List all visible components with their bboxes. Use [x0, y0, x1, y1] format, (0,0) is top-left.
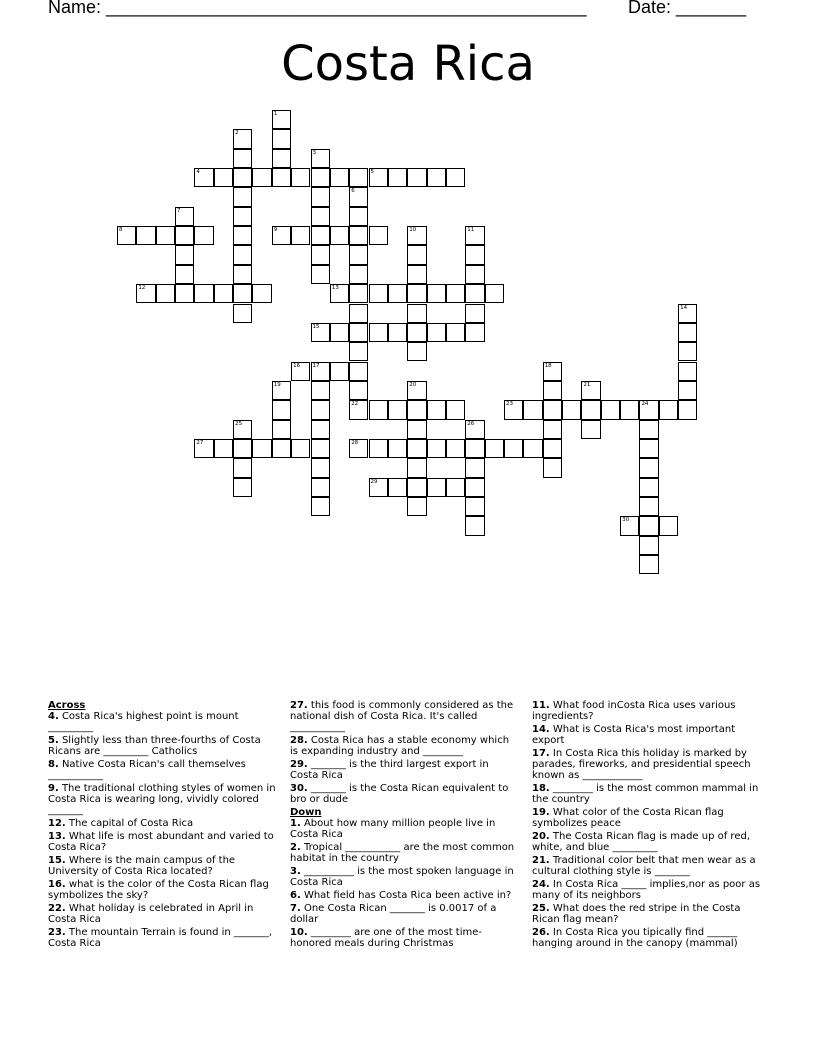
- crossword-cell[interactable]: [465, 458, 484, 477]
- crossword-cell[interactable]: [194, 284, 213, 303]
- clue-number: 15: [312, 323, 320, 330]
- clue-number-label: 24.: [532, 879, 550, 890]
- crossword-cell[interactable]: [311, 265, 330, 284]
- clue-number: 11: [467, 227, 475, 234]
- crossword-cell[interactable]: [175, 245, 194, 264]
- crossword-cell[interactable]: [639, 497, 658, 516]
- crossword-cell[interactable]: [349, 265, 368, 284]
- crossword-cell[interactable]: [678, 323, 697, 342]
- crossword-cell[interactable]: [252, 439, 271, 458]
- crossword-cell[interactable]: [175, 207, 194, 226]
- crossword-cell[interactable]: [330, 284, 349, 303]
- crossword-cell[interactable]: [620, 400, 639, 419]
- crossword-cell[interactable]: [311, 168, 330, 187]
- crossword-cell[interactable]: [659, 400, 678, 419]
- crossword-cell[interactable]: [581, 400, 600, 419]
- clue-number: 21: [583, 381, 591, 388]
- clue-text: __________ is the most spoken language in Costa Rica: [290, 866, 514, 888]
- clue-item: [290, 890, 520, 901]
- clue-item: [48, 735, 280, 757]
- clue-number-label: 19.: [532, 807, 550, 818]
- crossword-cell[interactable]: [639, 536, 658, 555]
- crossword-cell[interactable]: [485, 439, 504, 458]
- crossword-cell[interactable]: [446, 478, 465, 497]
- clue-number: 30: [622, 517, 630, 524]
- crossword-cell[interactable]: [639, 478, 658, 497]
- crossword-cell[interactable]: [175, 284, 194, 303]
- crossword-cell[interactable]: [194, 226, 213, 245]
- crossword-cell[interactable]: [311, 207, 330, 226]
- crossword-cell[interactable]: [407, 265, 426, 284]
- clue-number: 26: [467, 420, 475, 427]
- clue-item: [532, 879, 764, 901]
- clue-number-label: 18.: [532, 783, 550, 794]
- clue-item: [532, 724, 764, 746]
- crossword-cell[interactable]: [349, 226, 368, 245]
- clue-number: 5: [370, 169, 375, 176]
- crossword-cell[interactable]: [369, 226, 388, 245]
- clue-number: 19: [273, 381, 281, 388]
- crossword-cell[interactable]: [465, 497, 484, 516]
- clue-item: [48, 927, 280, 949]
- crossword-cell[interactable]: [465, 284, 484, 303]
- clue-item: [532, 855, 764, 877]
- crossword-cell[interactable]: [311, 439, 330, 458]
- crossword-cell[interactable]: [330, 226, 349, 245]
- clue-number: 23: [506, 401, 513, 408]
- crossword-cell[interactable]: [175, 226, 194, 245]
- crossword-cell[interactable]: [465, 304, 484, 323]
- crossword-cell[interactable]: [407, 342, 426, 361]
- crossword-cell[interactable]: [427, 400, 446, 419]
- crossword-cell[interactable]: [407, 478, 426, 497]
- clue-text: In Costa Rica _____ implies,nor as poor as many of its neighbors: [532, 879, 761, 901]
- clue-number-label: 1.: [290, 818, 301, 829]
- clue-text: ________ are one of the most time-honored meals during Christmas: [290, 927, 482, 949]
- crossword-cell[interactable]: [407, 458, 426, 477]
- crossword-cell[interactable]: [407, 497, 426, 516]
- crossword-cell[interactable]: [233, 207, 252, 226]
- crossword-cell[interactable]: [272, 168, 291, 187]
- clue-number-label: 14.: [532, 724, 550, 735]
- crossword-cell[interactable]: [291, 439, 310, 458]
- clue-item: [532, 903, 764, 925]
- clue-text: Costa Rica's highest point is mount _________: [48, 711, 239, 733]
- crossword-cell[interactable]: [639, 555, 658, 574]
- crossword-cell[interactable]: [272, 381, 291, 400]
- clue-number: 29: [370, 478, 378, 485]
- clue-text: What color of the Costa Rican flag symbolizes peace: [532, 807, 724, 829]
- crossword-cell[interactable]: [252, 168, 271, 187]
- crossword-cell[interactable]: [639, 516, 658, 535]
- clue-item: [290, 866, 520, 888]
- clue-item: [48, 818, 280, 829]
- clue-text: What does the red stripe in the Costa Rican flag mean?: [532, 903, 741, 925]
- clue-number: 14: [680, 304, 688, 311]
- clue-number: 1: [273, 111, 278, 117]
- crossword-cell[interactable]: [291, 226, 310, 245]
- crossword-cell[interactable]: [639, 458, 658, 477]
- crossword-cell[interactable]: [369, 284, 388, 303]
- down-heading: Down: [290, 807, 322, 818]
- clue-number: 12: [138, 285, 146, 292]
- clue-number-label: 7.: [290, 903, 301, 914]
- clue-text: In Costa Rica you tipically find ______ hanging around in the canopy (mammal): [532, 927, 738, 949]
- clue-number: 6: [351, 188, 355, 195]
- clue-number: 3: [312, 149, 316, 156]
- crossword-cell[interactable]: [465, 420, 484, 439]
- clue-item: [532, 700, 764, 722]
- clue-text: Slightly less than three-fourths of Costa Ricans are _________ Catholics: [48, 735, 261, 757]
- clue-text: Traditional color belt that men wear as a cultural clothing style is _______: [532, 855, 756, 877]
- crossword-cell[interactable]: [272, 439, 291, 458]
- crossword-cell[interactable]: [427, 284, 446, 303]
- crossword-cell[interactable]: [369, 478, 388, 497]
- clue-item: [290, 842, 520, 864]
- crossword-cell[interactable]: [272, 226, 291, 245]
- clue-number-label: 13.: [48, 831, 66, 842]
- clue-text: What life is most abundant and varied to Costa Rica?: [48, 831, 274, 853]
- crossword-cell[interactable]: [272, 420, 291, 439]
- clue-number-label: 15.: [48, 855, 66, 866]
- clues-column-1: [48, 700, 280, 951]
- clue-number: 16: [293, 362, 301, 369]
- clue-item: [48, 879, 280, 901]
- crossword-cell[interactable]: [446, 400, 465, 419]
- crossword-cell[interactable]: [349, 323, 368, 342]
- crossword-cell[interactable]: [465, 478, 484, 497]
- clue-item: [48, 855, 280, 877]
- crossword-cell[interactable]: [465, 439, 484, 458]
- crossword-cell[interactable]: [272, 110, 291, 129]
- clue-item: [532, 807, 764, 829]
- crossword-cell[interactable]: [214, 284, 233, 303]
- clue-number: 2: [235, 130, 239, 137]
- clue-item: [290, 927, 520, 949]
- crossword-cell[interactable]: [659, 516, 678, 535]
- clue-item: [290, 759, 520, 781]
- clue-number: 18: [544, 362, 552, 369]
- crossword-cell[interactable]: [233, 265, 252, 284]
- crossword-cell[interactable]: [504, 400, 523, 419]
- crossword-cell[interactable]: [311, 400, 330, 419]
- crossword-cell[interactable]: [388, 284, 407, 303]
- clue-text: What holiday is celebrated in April in Costa Rica: [48, 903, 254, 925]
- crossword-cell[interactable]: [349, 207, 368, 226]
- crossword-cell[interactable]: [311, 149, 330, 168]
- clue-text: About how many million people live in Costa Rica: [290, 818, 496, 840]
- page-title: Costa Rica: [281, 36, 535, 92]
- clue-number-label: 11.: [532, 700, 550, 711]
- clue-number: 22: [351, 401, 359, 408]
- clue-number-label: 26.: [532, 927, 550, 938]
- clue-number: 17: [312, 362, 320, 369]
- crossword-cell[interactable]: [562, 400, 581, 419]
- crossword-cell[interactable]: [330, 362, 349, 381]
- clue-number: 27: [196, 439, 204, 446]
- clue-number: 10: [409, 227, 417, 234]
- crossword-cell[interactable]: [311, 245, 330, 264]
- crossword-cell[interactable]: [272, 149, 291, 168]
- clue-item: [532, 927, 764, 949]
- crossword-cell[interactable]: [311, 458, 330, 477]
- crossword-cell[interactable]: [543, 420, 562, 439]
- crossword-cell[interactable]: [311, 226, 330, 245]
- clue-item: [48, 711, 280, 733]
- clue-number-label: 28.: [290, 735, 308, 746]
- crossword-cell[interactable]: [349, 439, 368, 458]
- crossword-cell[interactable]: [369, 439, 388, 458]
- crossword-cell[interactable]: [311, 362, 330, 381]
- crossword-cell[interactable]: [369, 168, 388, 187]
- clue-text: Costa Rica has a stable economy which is expanding industry and ________: [290, 735, 510, 757]
- clue-text: this food is commonly considered as the national dish of Costa Rica. It's called ___________: [290, 700, 514, 733]
- crossword-cell[interactable]: [407, 400, 426, 419]
- crossword-cell[interactable]: [252, 284, 271, 303]
- crossword-cell[interactable]: [233, 420, 252, 439]
- crossword-cell[interactable]: [446, 323, 465, 342]
- crossword-cell[interactable]: [233, 439, 252, 458]
- crossword-cell[interactable]: [465, 245, 484, 264]
- crossword-cell[interactable]: [291, 168, 310, 187]
- clue-item: [290, 903, 520, 925]
- crossword-cell[interactable]: [233, 284, 252, 303]
- clue-text: _______ is the Costa Rican equivalent to bro or dude: [290, 783, 509, 805]
- clue-item: [290, 700, 520, 733]
- crossword-cell[interactable]: [349, 362, 368, 381]
- clue-text: One Costa Rican _______ is 0.0017 of a dollar: [290, 903, 497, 925]
- crossword-cell[interactable]: [233, 129, 252, 148]
- clue-text: The mountain Terrain is found in _______, Costa Rica: [48, 927, 273, 949]
- crossword-cell[interactable]: [233, 245, 252, 264]
- crossword-cell[interactable]: [233, 187, 252, 206]
- clue-text: _______ is the third largest export in Costa Rica: [290, 759, 489, 781]
- clue-number-label: 2.: [290, 842, 301, 853]
- clue-number-label: 16.: [48, 879, 66, 890]
- crossword-cell[interactable]: [349, 381, 368, 400]
- clue-number-label: 30.: [290, 783, 308, 794]
- crossword-cell[interactable]: [485, 284, 504, 303]
- clues-column-3: [532, 700, 764, 951]
- clue-number-label: 27.: [290, 700, 308, 711]
- crossword-cell[interactable]: [175, 265, 194, 284]
- clue-number-label: 23.: [48, 927, 66, 938]
- clue-item: [48, 759, 280, 781]
- crossword-cell[interactable]: [233, 304, 252, 323]
- clue-item: [48, 903, 280, 925]
- clue-number: 8: [119, 227, 123, 234]
- crossword-cell[interactable]: [388, 478, 407, 497]
- clue-text: What food inCosta Rica uses various ingredients?: [532, 700, 736, 722]
- clue-item: [48, 783, 280, 816]
- crossword-cell[interactable]: [407, 381, 426, 400]
- crossword-cell[interactable]: [330, 168, 349, 187]
- crossword-cell[interactable]: [311, 478, 330, 497]
- clue-text: What field has Costa Rica been active in?: [300, 890, 512, 901]
- crossword-cell[interactable]: [233, 458, 252, 477]
- clue-number-label: 5.: [48, 735, 59, 746]
- clue-number-label: 12.: [48, 818, 66, 829]
- clue-text: what is the color of the Costa Rican flag symbolizes the sky?: [48, 879, 269, 901]
- clue-text: The traditional clothing styles of women in Costa Rica is wearing long, vividly colored _______: [48, 783, 276, 816]
- crossword-cell[interactable]: [388, 323, 407, 342]
- across-heading: Across: [48, 700, 86, 711]
- crossword-cell[interactable]: [349, 245, 368, 264]
- clue-number-label: 17.: [532, 748, 550, 759]
- crossword-cell[interactable]: [272, 400, 291, 419]
- clue-number-label: 10.: [290, 927, 308, 938]
- crossword-cell[interactable]: [678, 304, 697, 323]
- crossword-cell[interactable]: [233, 226, 252, 245]
- crossword-cell[interactable]: [407, 168, 426, 187]
- crossword-cell[interactable]: [156, 226, 175, 245]
- crossword-cell[interactable]: [330, 323, 349, 342]
- crossword-cell[interactable]: [407, 284, 426, 303]
- crossword-cell[interactable]: [678, 362, 697, 381]
- crossword-cell[interactable]: [369, 400, 388, 419]
- crossword-cell[interactable]: [465, 323, 484, 342]
- crossword-cell[interactable]: [311, 497, 330, 516]
- crossword-cell[interactable]: [465, 516, 484, 535]
- crossword-cell[interactable]: [233, 149, 252, 168]
- clue-number: 13: [331, 285, 339, 292]
- crossword-cell[interactable]: [543, 362, 562, 381]
- crossword-cell[interactable]: [388, 439, 407, 458]
- clue-number-label: 29.: [290, 759, 308, 770]
- clue-number-label: 8.: [48, 759, 59, 770]
- crossword-cell[interactable]: [136, 226, 155, 245]
- name-field-label: Name: ________________________________________________: [48, 0, 587, 17]
- crossword-cell[interactable]: [581, 420, 600, 439]
- clue-number: 20: [409, 381, 417, 388]
- crossword-cell[interactable]: [369, 323, 388, 342]
- crossword-cell[interactable]: [272, 129, 291, 148]
- crossword-cell[interactable]: [214, 168, 233, 187]
- crossword-cell[interactable]: [388, 400, 407, 419]
- clue-number-label: 9.: [48, 783, 59, 794]
- clue-item: [532, 748, 764, 781]
- crossword-cell[interactable]: [639, 420, 658, 439]
- crossword-cell[interactable]: [581, 381, 600, 400]
- clue-text: Where is the main campus of the University of Costa Rica located?: [48, 855, 236, 877]
- crossword-cell[interactable]: [523, 439, 542, 458]
- crossword-cell[interactable]: [620, 516, 639, 535]
- clue-number-label: 20.: [532, 831, 550, 842]
- clue-item: [532, 831, 764, 853]
- clues-column-2: [290, 700, 520, 951]
- clue-item: [290, 818, 520, 840]
- crossword-cell[interactable]: [678, 381, 697, 400]
- crossword-cell[interactable]: [311, 323, 330, 342]
- crossword-cell[interactable]: [349, 304, 368, 323]
- clue-number: 7: [177, 207, 181, 214]
- clue-number: 4: [196, 169, 200, 176]
- clue-number: 25: [235, 420, 243, 427]
- crossword-cell[interactable]: [407, 420, 426, 439]
- crossword-cell[interactable]: [407, 439, 426, 458]
- crossword-cell[interactable]: [407, 245, 426, 264]
- clue-number: 9: [273, 227, 278, 234]
- clue-text: The capital of Costa Rica: [65, 818, 194, 829]
- clue-text: In Costa Rica this holiday is marked by parades, fireworks, and presidential speech known as ____________: [532, 748, 751, 781]
- crossword-cell[interactable]: [427, 439, 446, 458]
- crossword-cell[interactable]: [214, 439, 233, 458]
- clue-item: [48, 831, 280, 853]
- crossword-cell[interactable]: [349, 168, 368, 187]
- crossword-cell[interactable]: [543, 439, 562, 458]
- crossword-cell[interactable]: [349, 400, 368, 419]
- crossword-cell[interactable]: [446, 439, 465, 458]
- crossword-cell[interactable]: [117, 226, 136, 245]
- crossword-cell[interactable]: [427, 323, 446, 342]
- clue-text: The Costa Rican flag is made up of red, white, and blue _________: [532, 831, 751, 853]
- clue-number: 28: [351, 439, 359, 446]
- crossword-cell[interactable]: [504, 439, 523, 458]
- date-field-label: Date: _______: [628, 0, 747, 17]
- crossword-cell[interactable]: [194, 168, 213, 187]
- crossword-cell[interactable]: [407, 323, 426, 342]
- clue-item: [532, 783, 764, 805]
- clue-number-label: 25.: [532, 903, 550, 914]
- clue-text: ________ is the most common mammal in the country: [532, 783, 759, 805]
- crossword-cell[interactable]: [446, 168, 465, 187]
- clue-text: Native Costa Rican's call themselves ___________: [48, 759, 246, 781]
- crossword-cell[interactable]: [349, 284, 368, 303]
- crossword-cell[interactable]: [639, 439, 658, 458]
- crossword-cell[interactable]: [465, 226, 484, 245]
- crossword-cell[interactable]: [311, 381, 330, 400]
- crossword-cell[interactable]: [407, 304, 426, 323]
- crossword-cell[interactable]: [543, 381, 562, 400]
- crossword-cell[interactable]: [311, 187, 330, 206]
- clue-number-label: 3.: [290, 866, 301, 877]
- crossword-cell[interactable]: [543, 400, 562, 419]
- clue-number-label: 21.: [532, 855, 550, 866]
- crossword-cell[interactable]: [233, 478, 252, 497]
- crossword-cell[interactable]: [678, 400, 697, 419]
- clue-text: Tropical ___________ are the most common habitat in the country: [290, 842, 515, 864]
- crossword-cell[interactable]: [601, 400, 620, 419]
- crossword-cell[interactable]: [523, 400, 542, 419]
- clue-item: [290, 783, 520, 805]
- crossword-cell[interactable]: [311, 420, 330, 439]
- crossword-cell[interactable]: [194, 439, 213, 458]
- crossword-cell[interactable]: [639, 400, 658, 419]
- clue-text: What is Costa Rica's most important export: [532, 724, 736, 746]
- crossword-cell[interactable]: [233, 168, 252, 187]
- crossword-cell[interactable]: [291, 362, 310, 381]
- clue-number-label: 22.: [48, 903, 66, 914]
- crossword-cell[interactable]: [427, 478, 446, 497]
- crossword-cell[interactable]: [427, 168, 446, 187]
- clue-number-label: 4.: [48, 711, 59, 722]
- crossword-cell[interactable]: [543, 458, 562, 477]
- clue-number-label: 6.: [290, 890, 301, 901]
- clue-number: 24: [641, 401, 649, 408]
- clue-item: [290, 735, 520, 757]
- crossword-cell[interactable]: [156, 284, 175, 303]
- crossword-cell[interactable]: [407, 226, 426, 245]
- crossword-cell[interactable]: [136, 284, 155, 303]
- crossword-cell[interactable]: [349, 187, 368, 206]
- crossword-cell[interactable]: [465, 265, 484, 284]
- crossword-cell[interactable]: [446, 284, 465, 303]
- crossword-cell[interactable]: [388, 168, 407, 187]
- crossword-cell[interactable]: [349, 342, 368, 361]
- crossword-cell[interactable]: [678, 342, 697, 361]
